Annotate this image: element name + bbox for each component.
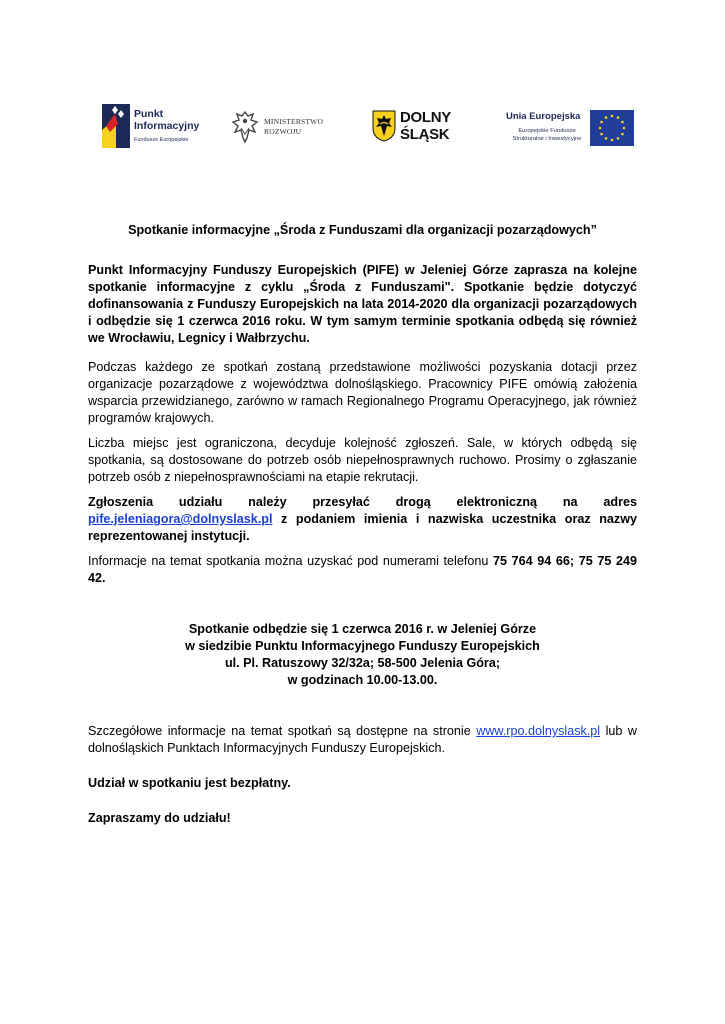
dolny-slask-line1: DOLNY [400,109,452,126]
ue-sub-line1: Europejskie Fundusze [518,128,576,134]
dolny-slask-logo [372,100,472,156]
logo-band [100,100,640,156]
invitation-closing: Zapraszamy do udziału! [88,811,231,825]
registration-paragraph [88,494,637,545]
unia-europejska-logo [500,100,640,156]
phone-paragraph [88,553,637,587]
document-title: Spotkanie informacyjne „Środa z Funduszami dla organizacji pozarządowych” [128,223,597,237]
punkt-logo-sub: Fundusze Europejskie [134,137,189,143]
eagle-shield-icon [372,110,396,142]
phone-prefix: Informacje na temat spotkania można uzyskać pod numerami telefonu [88,554,493,568]
ue-sub-line2: Strukturalne i Inwestycyjne [512,136,582,142]
phone-numbers: 75 764 94 66; 75 75 249 42. [88,554,637,585]
punkt-informacyjny-icon [102,104,130,148]
rpo-website-link[interactable]: www.rpo.dolnyslask.pl [476,724,601,738]
meeting-line-address: ul. Pl. Ratuszowy 32/32a; 58-500 Jelenia Góra; [224,656,501,670]
registration-email-link[interactable]: pife.jeleniagora@dolnyslask.pl [88,512,273,526]
eagle-emblem-icon [231,110,259,144]
paragraph-presentation: Podczas każdego ze spotkań zostaną przedstawione możliwości pozyskania dotacji przez organizacje pozarządowe z województwa dolnośląskiego. Pracownicy PIFE omówią założenia wsparcia przewidzianego, zarówno w ramach Regionalnego Programu Operacyjnego, jak również programów krajowych. [88,360,637,425]
dolny-slask-line2: ŚLĄSK [400,126,450,143]
punkt-informacyjny-logo [102,100,212,156]
document-body [88,222,637,827]
registration-prefix: Zgłoszenia udziału należy przesyłać drogą elektroniczną na adres [88,495,637,509]
registration-suffix: z podaniem imienia i nazwiska uczestnika oraz nazwy reprezentowanej instytucji. [88,512,637,543]
meeting-line-date: Spotkanie odbędzie się 1 czerwca 2016 r. w Jeleniej Górze [188,622,537,636]
intro-paragraph: Punkt Informacyjny Funduszy Europejskich (PIFE) w Jeleniej Górze zaprasza na kolejne spotkanie informacyjne z cyklu „Środa z Funduszami". Spotkanie będzie dotyczyć dofinansowania z Funduszy Europejskich na lata 2014-2020 dla organizacji pozarządowych i odbędzie się 1 czerwca 2016 roku. W tym samym terminie spotkania odbędą się również we Wrocławiu, Legnicy i Wałbrzychu. [88,263,637,345]
details-suffix: lub w dolnośląskich Punktach Informacyjnych Funduszy Europejskich. [88,724,637,755]
ue-title: Unia Europejska [506,111,581,122]
eu-flag-icon [590,110,634,146]
details-prefix: Szczegółowe informacje na temat spotkań są dostępne na stronie [88,724,477,738]
details-paragraph [88,723,637,757]
ministerstwo-rozwoju-logo [231,100,341,156]
free-participation-note: Udział w spotkaniu jest bezpłatny. [88,776,291,790]
meeting-line-venue: w siedzibie Punktu Informacyjnego Funduszy Europejskich [185,639,540,653]
punkt-logo-line1: Punkt [134,108,164,120]
punkt-logo-line2: Informacyjny [134,120,200,132]
ministerstwo-line2: ROZWOJU [264,127,302,136]
paragraph-seats: Liczba miejsc jest ograniczona, decyduje kolejność zgłoszeń. Sale, w których odbędą się spotkania, są dostosowane do potrzeb osób niepełnosprawnych ruchowo. Prosimy o zgłaszanie potrzeb osób z niepełnosprawnościami na etapie rekrutacji. [88,436,637,484]
ministerstwo-line1: MINISTERSTWO [264,117,324,126]
meeting-details [88,621,637,689]
meeting-line-hours: w godzinach 10.00-13.00. [287,673,438,687]
